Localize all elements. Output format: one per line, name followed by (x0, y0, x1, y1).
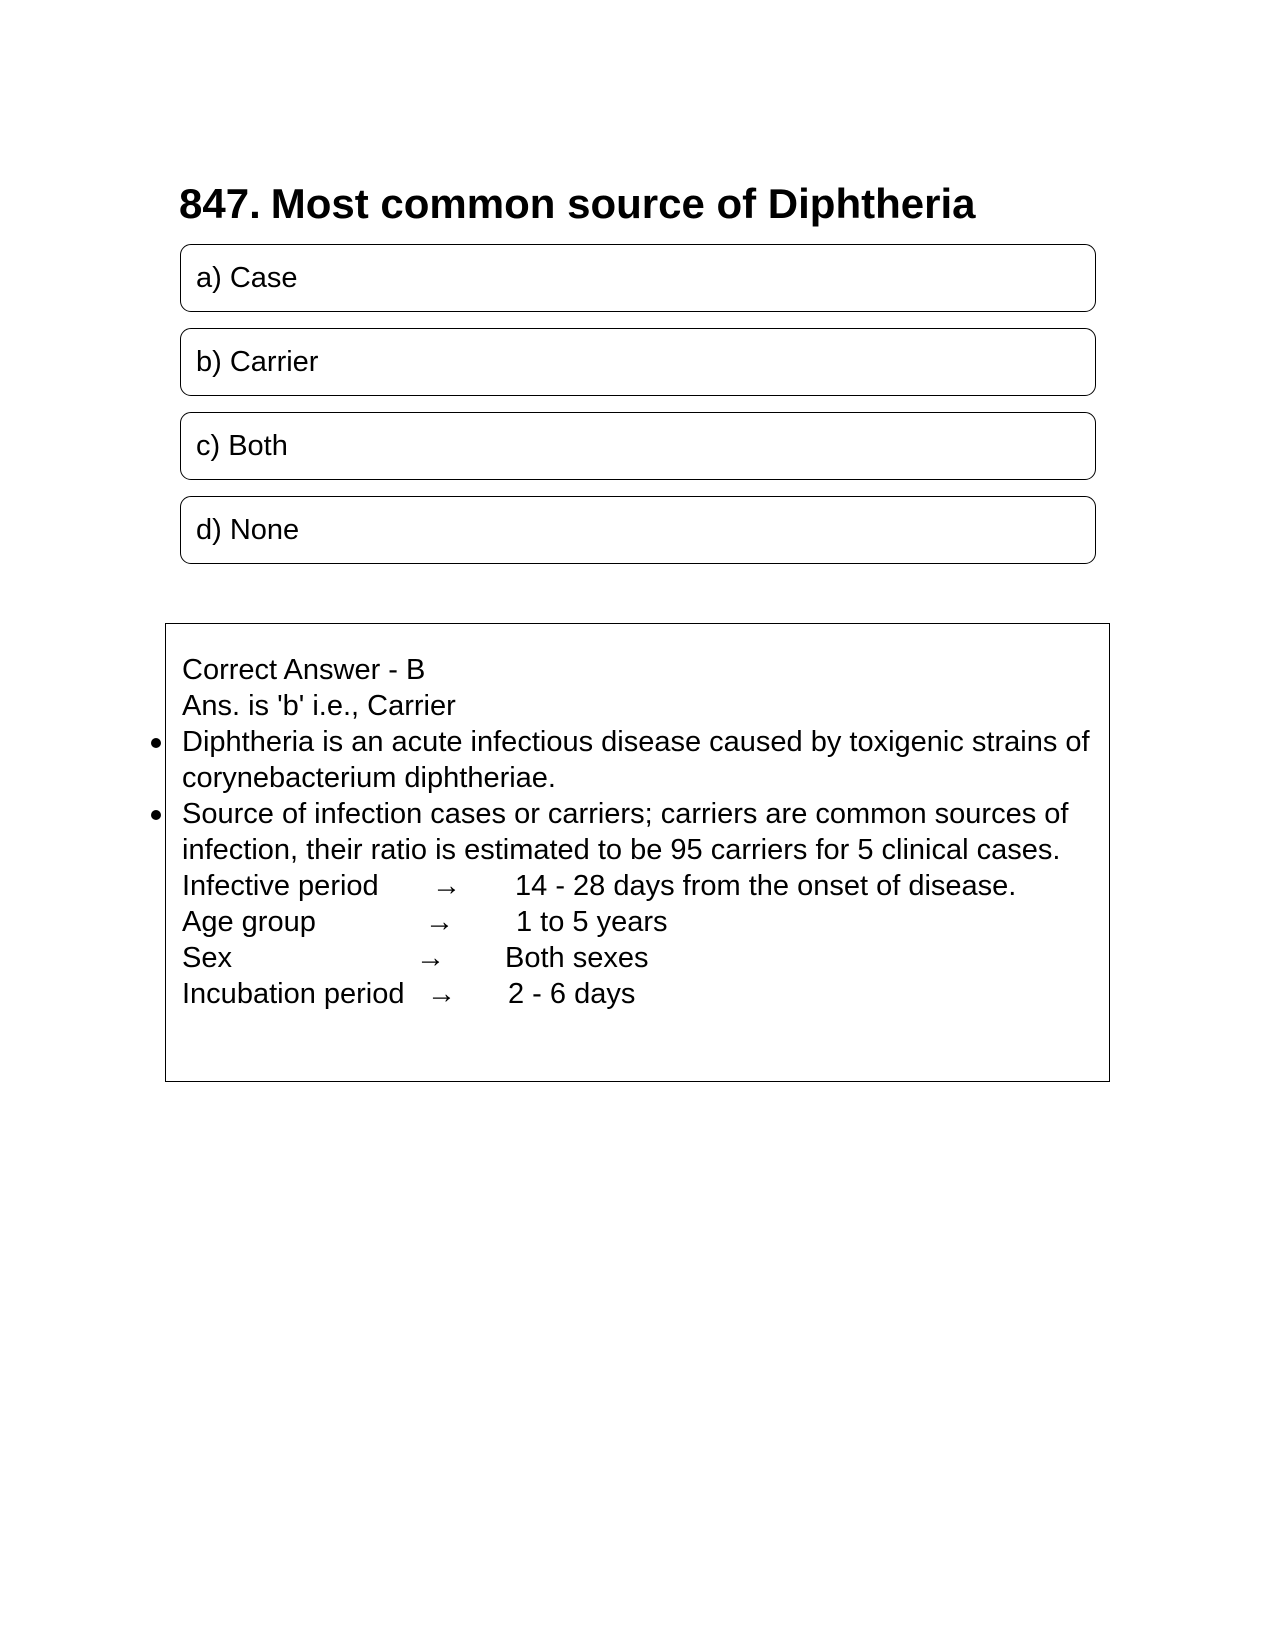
fact-key: Incubation period (182, 978, 405, 1010)
bullet-dot-icon (151, 810, 161, 820)
question-text: Most common source of Diphtheria (270, 180, 976, 227)
arrow-icon: → (425, 906, 454, 938)
arrow-icon: → (416, 942, 445, 974)
option-a-label: a) Case (196, 261, 298, 294)
option-d[interactable] (180, 496, 1096, 564)
option-b[interactable] (180, 328, 1096, 396)
option-c-label: c) Both (196, 429, 288, 462)
option-a[interactable] (180, 244, 1096, 312)
bullet-item-1 (182, 724, 1097, 796)
fact-row-incubation-period (182, 976, 1097, 1012)
fact-key: Age group (182, 906, 316, 938)
answer-detail-line: Ans. is 'b' i.e., Carrier (182, 690, 456, 722)
fact-key: Sex (182, 942, 232, 974)
answer-explanation-box (165, 623, 1110, 1082)
option-d-label: d) None (196, 513, 300, 546)
fact-value: 2 - 6 days (508, 978, 636, 1010)
fact-value: Both sexes (505, 942, 649, 974)
question-number: 847. (179, 180, 261, 227)
answer-content (182, 652, 1097, 1012)
bullet-text-1: Diphtheria is an acute infectious disease caused by toxigenic strains of corynebacterium diphtheriae. (182, 726, 1090, 794)
question-title (179, 180, 975, 228)
fact-value: 1 to 5 years (516, 906, 668, 938)
fact-row-sex (182, 940, 1097, 976)
options-list (180, 244, 1096, 580)
arrow-icon: → (432, 870, 461, 902)
bullet-text-2: Source of infection cases or carriers; carriers are common sources of infection, their ratio is estimated to be 95 carriers for 5 clinical cases. (182, 798, 1069, 866)
bullet-item-2 (182, 796, 1097, 868)
fact-value: 14 - 28 days from the onset of disease. (515, 870, 1017, 902)
correct-answer-line: Correct Answer - B (182, 654, 426, 686)
arrow-icon: → (427, 978, 456, 1010)
fact-key: Infective period (182, 870, 379, 902)
option-c[interactable] (180, 412, 1096, 480)
fact-row-infective-period (182, 868, 1097, 904)
bullet-dot-icon (151, 738, 161, 748)
fact-row-age-group (182, 904, 1097, 940)
option-b-label: b) Carrier (196, 345, 319, 378)
